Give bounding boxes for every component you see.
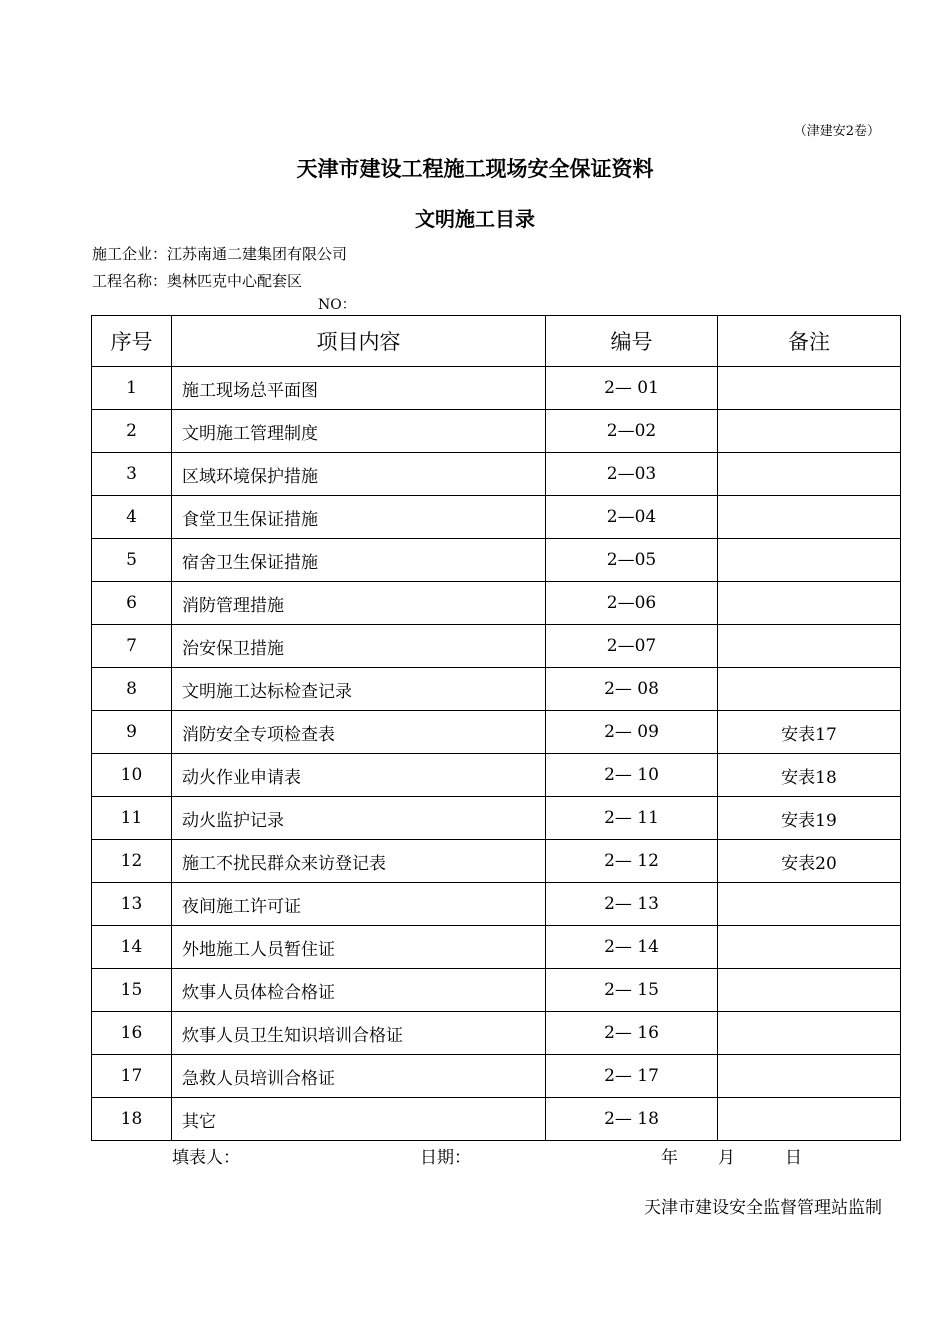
row-seq: 10: [92, 754, 172, 797]
row-note: 安表20: [718, 840, 901, 883]
company-line: [92, 243, 347, 264]
row-code: 2—03: [546, 453, 718, 496]
row-note: 安表19: [718, 797, 901, 840]
row-code: 2— 13: [546, 883, 718, 926]
row-item: 动火监护记录: [172, 797, 546, 840]
row-code: 2—05: [546, 539, 718, 582]
row-note: [718, 926, 901, 969]
row-code: 2— 16: [546, 1012, 718, 1055]
table-row: [92, 668, 901, 711]
row-item: 文明施工达标检查记录: [172, 668, 546, 711]
row-seq: 6: [92, 582, 172, 625]
row-code: 2— 18: [546, 1098, 718, 1141]
row-seq: 12: [92, 840, 172, 883]
row-seq: 18: [92, 1098, 172, 1141]
contents-table: [91, 315, 901, 1141]
volume-label: （津建安2卷）: [793, 124, 880, 139]
table-row: [92, 625, 901, 668]
table-row: [92, 496, 901, 539]
row-seq: 17: [92, 1055, 172, 1098]
table-row: [92, 1012, 901, 1055]
row-code: 2— 12: [546, 840, 718, 883]
day-label: 日: [785, 1148, 802, 1168]
year-label: 年: [661, 1148, 678, 1168]
row-note: [718, 1055, 901, 1098]
project-name: 奥林匹克中心配套区: [167, 272, 303, 290]
row-item: 消防管理措施: [172, 582, 546, 625]
row-seq: 2: [92, 410, 172, 453]
table-row: [92, 410, 901, 453]
row-note: [718, 410, 901, 453]
date-label: 日期：: [420, 1148, 471, 1168]
row-note: [718, 1012, 901, 1055]
row-item: 施工不扰民群众来访登记表: [172, 840, 546, 883]
row-note: [718, 539, 901, 582]
row-seq: 16: [92, 1012, 172, 1055]
row-item: 文明施工管理制度: [172, 410, 546, 453]
header-code: 编号: [546, 316, 718, 367]
company-name: 江苏南通二建集团有限公司: [167, 245, 348, 263]
table-row: [92, 539, 901, 582]
row-item: 治安保卫措施: [172, 625, 546, 668]
row-note: [718, 883, 901, 926]
row-seq: 13: [92, 883, 172, 926]
row-note: [718, 582, 901, 625]
row-item: 食堂卫生保证措施: [172, 496, 546, 539]
header-note: 备注: [718, 316, 901, 367]
row-item: 动火作业申请表: [172, 754, 546, 797]
row-seq: 3: [92, 453, 172, 496]
table-row: [92, 754, 901, 797]
row-item: 炊事人员卫生知识培训合格证: [172, 1012, 546, 1055]
row-code: 2— 10: [546, 754, 718, 797]
project-line: [92, 270, 302, 291]
row-code: 2— 09: [546, 711, 718, 754]
row-note: 安表18: [718, 754, 901, 797]
header-item: 项目内容: [172, 316, 546, 367]
row-note: [718, 668, 901, 711]
row-item: 施工现场总平面图: [172, 367, 546, 410]
row-code: 2— 17: [546, 1055, 718, 1098]
row-seq: 1: [92, 367, 172, 410]
table-row: [92, 1055, 901, 1098]
filler-label: 填表人：: [172, 1148, 240, 1168]
row-code: 2—04: [546, 496, 718, 539]
row-item: 急救人员培训合格证: [172, 1055, 546, 1098]
row-item: 外地施工人员暂住证: [172, 926, 546, 969]
table-row: [92, 969, 901, 1012]
row-item: 宿舍卫生保证措施: [172, 539, 546, 582]
row-item: 夜间施工许可证: [172, 883, 546, 926]
row-seq: 14: [92, 926, 172, 969]
row-code: 2—06: [546, 582, 718, 625]
row-item: 其它: [172, 1098, 546, 1141]
company-label: 施工企业：: [92, 245, 168, 263]
row-note: [718, 625, 901, 668]
table-row: [92, 926, 901, 969]
row-note: 安表17: [718, 711, 901, 754]
row-seq: 5: [92, 539, 172, 582]
row-note: [718, 1098, 901, 1141]
row-code: 2—07: [546, 625, 718, 668]
table-row: [92, 883, 901, 926]
row-code: 2—02: [546, 410, 718, 453]
project-label: 工程名称：: [92, 272, 168, 290]
table-row: [92, 582, 901, 625]
row-item: 炊事人员体检合格证: [172, 969, 546, 1012]
row-note: [718, 367, 901, 410]
row-seq: 4: [92, 496, 172, 539]
row-seq: 8: [92, 668, 172, 711]
row-seq: 15: [92, 969, 172, 1012]
table-row: [92, 711, 901, 754]
issuing-organization: 天津市建设安全监督管理站监制: [644, 1198, 882, 1218]
document-title: 天津市建设工程施工现场安全保证资料: [296, 156, 654, 181]
row-code: 2— 01: [546, 367, 718, 410]
table-header-row: [92, 316, 901, 367]
document-subtitle: 文明施工目录: [415, 207, 535, 231]
header-seq: 序号: [92, 316, 172, 367]
table-row: [92, 797, 901, 840]
row-code: 2— 15: [546, 969, 718, 1012]
row-code: 2— 14: [546, 926, 718, 969]
row-seq: 11: [92, 797, 172, 840]
table-row: [92, 1098, 901, 1141]
table-row: [92, 453, 901, 496]
row-seq: 7: [92, 625, 172, 668]
row-note: [718, 453, 901, 496]
row-item: 区域环境保护措施: [172, 453, 546, 496]
row-item: 消防安全专项检查表: [172, 711, 546, 754]
row-seq: 9: [92, 711, 172, 754]
number-label: NO：: [318, 297, 356, 313]
row-code: 2— 08: [546, 668, 718, 711]
month-label: 月: [718, 1148, 735, 1168]
row-note: [718, 496, 901, 539]
row-code: 2— 11: [546, 797, 718, 840]
table-row: [92, 367, 901, 410]
table-row: [92, 840, 901, 883]
row-note: [718, 969, 901, 1012]
